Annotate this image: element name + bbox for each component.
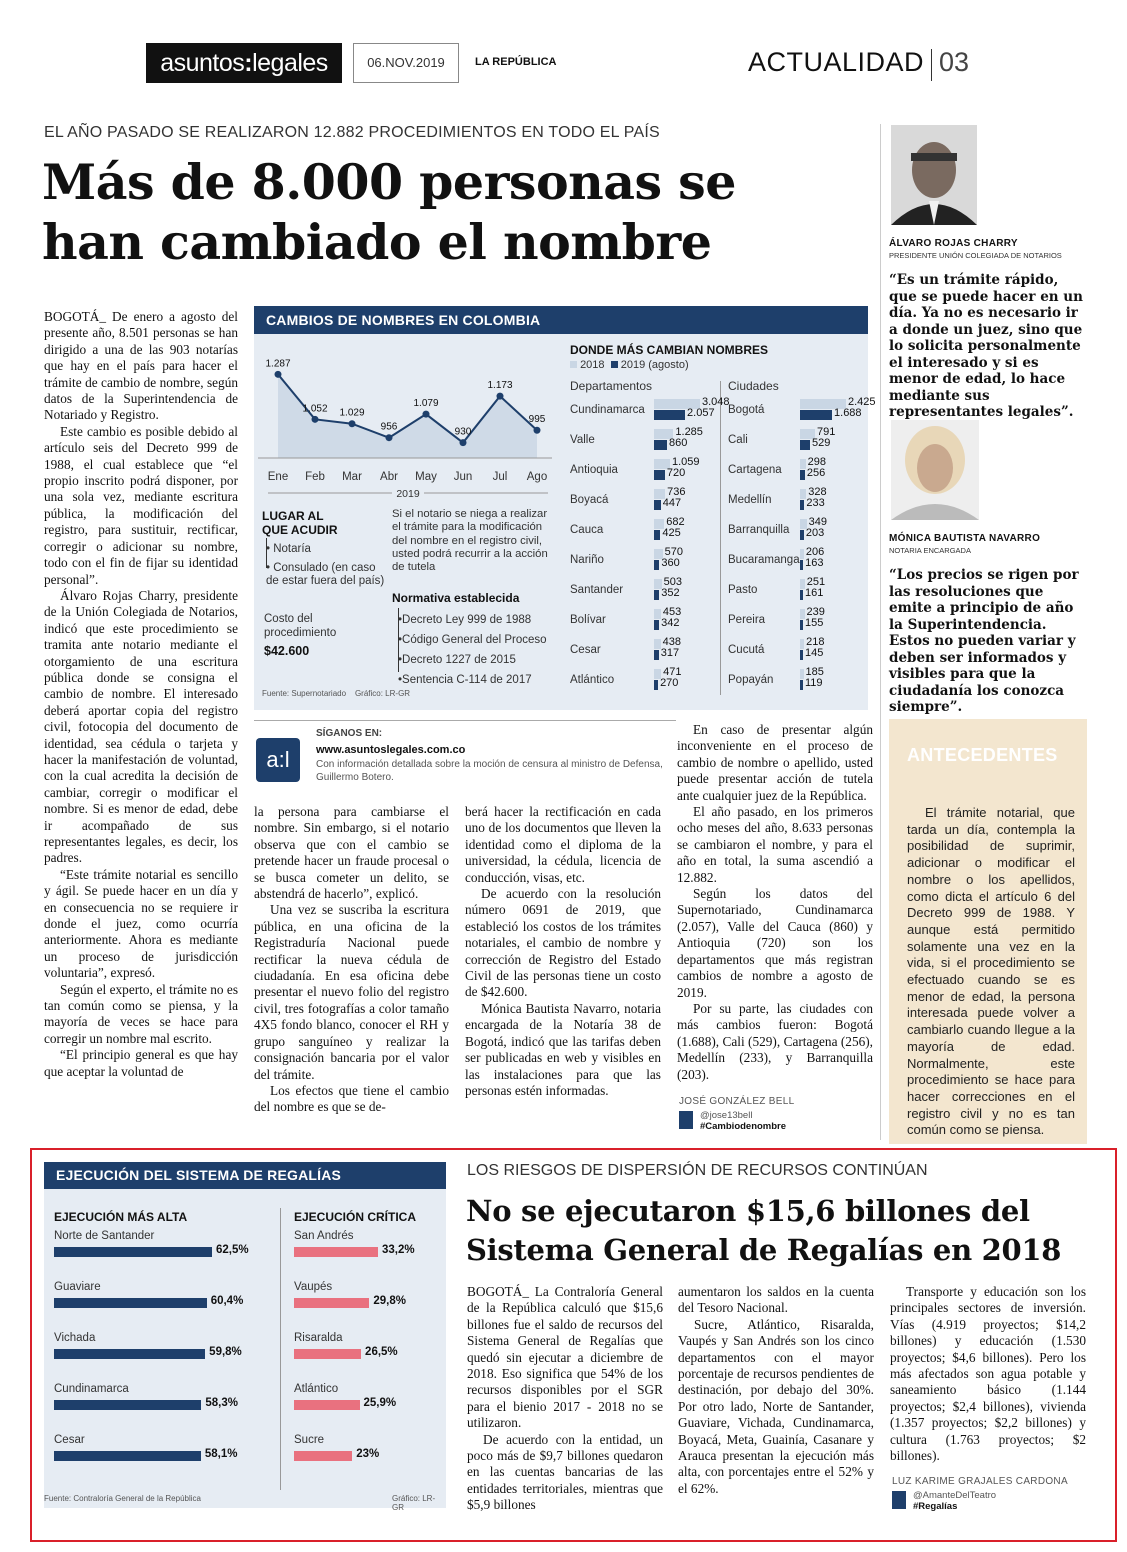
bar-row <box>564 636 718 666</box>
bar-category-label: Cesar <box>570 644 601 656</box>
person1-quote: “Es un trámite rápido, que se puede hacer en un día. Ya no es necesario ir a donde un juez, sino que lo solicita personalmente el interesado y si es menor de edad, lo hace mediante sus representantes legales”. <box>889 272 1083 420</box>
bar-value-label: 447 <box>662 497 682 509</box>
bar-row <box>564 546 718 576</box>
norm-item: •Sentencia C-114 de 2017 <box>398 674 532 686</box>
bar-row <box>564 606 718 636</box>
norm-item: •Decreto 1227 de 2015 <box>398 654 516 666</box>
bar-value-label: 145 <box>805 647 824 659</box>
bar-2019 <box>800 620 803 630</box>
bar-2019 <box>654 560 659 570</box>
bar-value-label: 736 <box>667 486 686 498</box>
bar-row <box>722 546 868 576</box>
newspaper-name: LA REPÚBLICA <box>475 56 557 68</box>
paragraph: De acuerdo con la resolución número 0691 de 2019, que estableció los costos de los trámites notariales, el cambio de nombre y corrección de Registro del Estado Civil de las personas tiene un costo de $42.600. <box>465 886 661 1000</box>
bar-value-label: 1.285 <box>675 426 703 438</box>
norm-item: •Código General del Proceso <box>398 634 547 646</box>
bar-2019 <box>654 500 661 510</box>
article2-headline <box>466 1192 1106 1270</box>
bar-row <box>722 666 868 696</box>
regalias-value-label: 60,4% <box>210 1295 244 1307</box>
regalias-category-label: Sucre <box>294 1434 325 1446</box>
bar-value-label: 2.057 <box>687 407 715 419</box>
regalias-credit: Gráfico: LR-GR <box>392 1494 436 1512</box>
follow-description: Con información detallada sobre la moción de censura al ministro de Defensa, Guillermo Botero. <box>316 759 663 783</box>
bar-2019 <box>800 680 803 690</box>
norm-item: •Decreto Ley 999 de 1988 <box>398 614 532 626</box>
headline-line-2: Sistema General de Regalías en 2018 <box>466 1233 1062 1267</box>
infographic-title: CAMBIOS DE NOMBRES EN COLOMBIA <box>254 306 868 334</box>
article2-column-3 <box>890 1284 1086 1464</box>
article2-kicker: LOS RIESGOS DE DISPERSIÓN DE RECURSOS CONTINÚAN <box>467 1162 928 1179</box>
bar-value-label: 298 <box>807 456 826 468</box>
regalias-bar <box>54 1400 201 1410</box>
regalias-category-label: Cundinamarca <box>54 1383 129 1395</box>
bar-value-label: 720 <box>666 467 686 479</box>
article2-author: LUZ KARIME GRAJALES CARDONA <box>892 1476 1068 1487</box>
regalias-category-label: Vichada <box>54 1332 96 1344</box>
article1-column-4 <box>677 722 873 1083</box>
masthead <box>146 43 981 87</box>
bar-category-label: Cauca <box>570 524 604 536</box>
person1-role: PRESIDENTE UNIÓN COLEGIADA DE NOTARIOS <box>889 251 1062 260</box>
line-chart-value-label: 930 <box>454 426 472 438</box>
line-chart-value-label: 1.287 <box>265 358 291 370</box>
bar-category-label: Cucutá <box>728 644 765 656</box>
bar-2019 <box>654 650 659 660</box>
line-chart-point <box>497 393 504 400</box>
bar-row <box>564 666 718 696</box>
bar-2019 <box>800 500 804 510</box>
bar-value-label: 342 <box>661 617 680 629</box>
paragraph: Álvaro Rojas Charry, presidente de la Unión Colegiada de Notarios, indicó que este procedimiento se tramita ante notario mediante el otorgamiento de una escritura pública donde se consigna el cambio de nombre. El interesado deberá aportar copia del registro civil, fotocopia del documento de identidad, sea cédula o tarjeta y hacer la manifestación de voluntad, con la cual acredita la decisión de cambiar, corregir o modificar el nombre. Si es menor de edad, debe ir acompañado de sus representantes legales, es decir, los padres. <box>44 587 238 866</box>
bar-2019 <box>800 590 803 600</box>
follow-url[interactable]: www.asuntoslegales.com.co <box>316 744 466 756</box>
tutela-note: Si el notario se niega a realizar el trámite para la modificación del nombre en el registro civil, usted podrá recurrir a la acción de tutela <box>392 508 548 574</box>
person1-name: ÁLVARO ROJAS CHARRY <box>889 238 1018 249</box>
regalias-category-label: San Andrés <box>294 1230 354 1242</box>
paragraph: la persona para cambiarse el nombre. Sin embargo, si el notario observa que con el cambio se pretende hacer un fraude procesal o se busca cometer un delito, se abstendrá de hacerlo”, explicó. <box>254 804 449 902</box>
regalias-row <box>294 1434 440 1485</box>
bar-category-label: Bolívar <box>570 614 606 626</box>
bar-2019 <box>800 440 810 450</box>
bar-row <box>722 516 868 546</box>
bar-row <box>722 576 868 606</box>
bar-2019 <box>654 440 667 450</box>
bar-2018 <box>800 549 804 559</box>
bar-row <box>564 396 730 426</box>
city-header: Ciudades <box>728 379 779 393</box>
antecedentes-title: ANTECEDENTES <box>907 745 1058 765</box>
paragraph: Según los datos del Supernotariado, Cundinamarca (2.057), Valle del Cauca (860) y Antioquia (720) son los departamentos que más registran cambios de nombre a agosto de 2019. <box>677 886 873 1000</box>
antecedentes-box <box>889 719 1087 1144</box>
high-execution-chart <box>54 1212 264 1492</box>
bar-category-label: Pereira <box>728 614 766 626</box>
bar-2019 <box>654 530 660 540</box>
cost-label: Costo del procedimiento <box>264 613 337 639</box>
article1-kicker: EL AÑO PASADO SE REALIZARON 12.882 PROCEDIMIENTOS EN TODO EL PAÍS <box>44 124 660 141</box>
regalias-value-label: 25,9% <box>363 1397 397 1409</box>
regalias-title: EJECUCIÓN DEL SISTEMA DE REGALÍAS <box>44 1162 446 1189</box>
regalias-value-label: 59,8% <box>209 1346 242 1358</box>
bar-2018 <box>800 639 804 649</box>
regalias-value-label: 29,8% <box>373 1295 406 1307</box>
bar-value-label: 163 <box>805 557 824 569</box>
line-chart-point <box>349 420 356 427</box>
dept-header: Departamentos <box>570 379 653 393</box>
paragraph: BOGOTÁ_ De enero a agosto del presente año, 8.501 personas se han dirigido a una de las 903 notarías que hay en el país para hacer el trámite de cambio de nombre, según datos de la Superintendencia de Notariado y Registro. <box>44 309 238 423</box>
article1-author: JOSÉ GONZÁLEZ BELL <box>679 1096 795 1107</box>
regalias-chart-title: EJECUCIÓN CRÍTICA <box>294 1210 417 1224</box>
bar-2019 <box>654 590 659 600</box>
paragraph: Transporte y educación son los principales sectores de inversión. Vías (4.919 proyectos; $14,2 billones) y educación (1.530 proyectos; $4,6 billones). Pero los más afectados son agua potable y saneamiento básico (1.144 proyectos; $2,4 billones), vivienda (1.357 proyectos; $2,2 billones) y cultura (1.763 proyectos; $2 billones). <box>890 1284 1086 1464</box>
regalias-row <box>54 1230 264 1281</box>
monthly-line-chart <box>258 340 558 522</box>
line-chart-value-label: 1.029 <box>339 407 365 419</box>
bar-row <box>564 516 718 546</box>
bar-value-label: 239 <box>806 606 825 618</box>
bar-category-label: Santander <box>570 584 624 596</box>
follow-top-rule <box>254 720 676 721</box>
bar-value-label: 453 <box>662 606 682 618</box>
paragraph: En caso de presentar algún inconveniente en el proceso de cambio de nombre o apellido, usted puede presentar acción de tutela ante cualquier juez de la República. <box>677 722 873 803</box>
bar-2019 <box>800 530 804 540</box>
bar-value-label: 349 <box>808 516 827 528</box>
article2-column-2 <box>678 1284 874 1497</box>
city-bar-chart <box>722 396 876 696</box>
paragraph: Según el experto, el trámite no es tan común como se piensa, y la mayoría de veces se hace para corregir un nombre mal escrito. <box>44 981 238 1046</box>
regalias-value-label: 26,5% <box>365 1346 398 1358</box>
bar-value-label: 425 <box>662 527 681 539</box>
line-chart-point <box>423 411 430 418</box>
bar-value-label: 3.048 <box>702 396 730 408</box>
bar-value-label: 185 <box>805 666 824 678</box>
paragraph: Una vez se suscriba la escritura pública, en una oficina de la Registraduría Nacional puede rectificar la nueva cédula de ciudadanía. En esa oficina debe presentar el nuevo folio del registro civil, tres fotografías a color tamaño 4X5 fondo blanco, conocer el RH y grupo sanguíneo y realizar la consignación bancaria por el valor del trámite. <box>254 902 449 1082</box>
section-divider <box>931 49 932 81</box>
cost-value: $42.600 <box>264 644 310 658</box>
infographic-panel <box>254 306 876 710</box>
article1-author-icon <box>679 1111 693 1129</box>
regalias-source: Fuente: Contraloría General de la República <box>44 1494 201 1503</box>
regalias-category-label: Guaviare <box>54 1281 101 1293</box>
paragraph: Por su parte, las ciudades con más cambios fueron: Bogotá (1.688), Cali (529), Cartagena (256), Medellín (233), y Barranquilla (203). <box>677 1000 873 1082</box>
bar-row <box>722 606 868 636</box>
paragraph: De acuerdo con la entidad, un poco más de $9,7 billones quedaron en las cuentas bancarias de las entidades territoriales, mientras que $5,9 billones <box>467 1431 663 1513</box>
bar-2019 <box>800 650 803 660</box>
bar-2018 <box>800 489 806 499</box>
portrait-monica-bautista <box>891 420 979 520</box>
article1-column-3 <box>465 804 661 1099</box>
bar-2019 <box>654 470 665 480</box>
bar-row <box>722 396 876 426</box>
regalias-value-label: 33,2% <box>382 1244 415 1256</box>
regalias-category-label: Vaupés <box>294 1281 333 1293</box>
line-chart-month-label: Feb <box>305 471 325 483</box>
paragraph: Sucre, Atlántico, Risaralda, Vaupés y San Andrés son los cinco departamentos con el mayor porcentaje de recursos pendientes de destinación, por debajo del 30%. Por otro lado, Norte de Santander, Guaviare, Vichada, Cundinamarca, Boyacá, Meta, Guainía, Casanare y Arauca presentan la ejecución más alta, con porcentajes entre el 52% y el 62%. <box>678 1316 874 1496</box>
regalias-value-label: 58,3% <box>205 1397 238 1409</box>
critical-execution-chart <box>294 1212 440 1492</box>
bar-category-label: Medellín <box>728 494 772 506</box>
infographic-source: Fuente: Supernotariado Gráfico: LR-GR <box>262 689 411 698</box>
regalias-row <box>294 1281 440 1332</box>
bar-2019 <box>800 560 803 570</box>
bar-2018 <box>800 579 805 589</box>
follow-logo: a:l <box>256 738 300 782</box>
bar-value-label: 1.059 <box>671 456 700 468</box>
follow-label: SÍGANOS EN: <box>316 728 383 739</box>
paragraph: Mónica Bautista Navarro, notaria encargada de la Notaría 38 de Bogotá, indicó que las tarifas deben ser publicadas en web y visibles en las instalaciones para que las personas estén informadas. <box>465 1000 661 1098</box>
line-chart-point <box>312 416 319 423</box>
paragraph: berá hacer la rectificación en cada uno de los documentos que lleven la identidad como el diploma de la universidad, la cédula, licencia de conducción, visas, etc. <box>465 804 661 885</box>
bar-value-label: 270 <box>660 677 679 689</box>
bar-value-label: 155 <box>805 617 824 629</box>
line-chart-month-label: Ago <box>526 471 548 483</box>
bar-category-label: Pasto <box>728 584 758 596</box>
bar-2018 <box>654 609 661 619</box>
regalias-row <box>294 1332 440 1383</box>
bar-value-label: 251 <box>806 576 826 588</box>
regalias-category-label: Atlántico <box>294 1383 339 1395</box>
bar-value-label: 2.425 <box>848 396 876 408</box>
bar-value-label: 328 <box>808 486 827 498</box>
regalias-bar <box>294 1400 360 1410</box>
bar-value-label: 256 <box>806 467 826 479</box>
bar-category-label: Popayán <box>728 674 774 686</box>
paragraph: BOGOTÁ_ La Contraloría General de la República calculó que $15,6 billones fue el saldo de recursos del Sistema General de Regalías que quedó sin ejecutar a diciembre de 2018. Eso significa que 54% de los recursos disponibles por el SGR para el bienio 2017 - 2018 no se utilizaron. <box>467 1284 663 1431</box>
article1-column-1 <box>44 309 238 1080</box>
line-chart-point <box>534 427 541 434</box>
paragraph: El año pasado, en los primeros ocho meses del año, 8.633 personas se cambiaron el nombre, y para el año en total, la suma ascendió a 12.882. <box>677 804 873 885</box>
page-number: 03 <box>939 47 970 77</box>
regalias-bar <box>54 1451 201 1461</box>
follow-box <box>254 720 676 798</box>
regalias-divider <box>280 1208 281 1490</box>
dept-bar-chart <box>564 396 730 696</box>
regalias-value-label: 58,1% <box>204 1448 238 1460</box>
line-chart-point <box>460 439 467 446</box>
line-chart-month-label: Jul <box>492 471 508 483</box>
regalias-chart-title: EJECUCIÓN MÁS ALTA <box>54 1210 188 1224</box>
line-chart-month-label: Jun <box>453 471 473 483</box>
article1-author-handle[interactable]: @jose13bell <box>700 1110 753 1121</box>
bar-category-label: Bogotá <box>728 404 765 416</box>
article1-headline <box>42 152 862 272</box>
regalias-row <box>54 1383 264 1434</box>
paragraph: “Este trámite notarial es sencillo y ágil. Se puede hacer en un día y en consecuencia no se requiere ir donde el juez, como ocurría anteriormente. Ahora es mediante un proceso de jurisdicción voluntaria”, expresó. <box>44 866 238 981</box>
bar-value-label: 161 <box>805 587 824 599</box>
paragraph: “El principio general es que hay que aceptar la voluntad de <box>44 1047 238 1079</box>
line-chart-value-label: 1.052 <box>302 403 328 415</box>
regalias-bar <box>54 1298 207 1308</box>
bar-value-label: 438 <box>662 636 681 648</box>
person2-name: MÓNICA BAUTISTA NAVARRO <box>889 533 1041 544</box>
bars-title: DONDE MÁS CAMBIAN NOMBRES <box>570 343 768 357</box>
person2-role: NOTARIA ENCARGADA <box>889 546 971 555</box>
headline-line-1: Más de 8.000 personas se <box>42 153 736 211</box>
bar-value-label: 317 <box>660 647 680 659</box>
headline-line-1: No se ejecutaron $15,6 billones del <box>466 1194 1030 1228</box>
bar-value-label: 352 <box>661 587 680 599</box>
section-name: ACTUALIDAD <box>748 47 925 77</box>
bar-category-label: Barranquilla <box>728 524 790 536</box>
bar-2019 <box>654 620 659 630</box>
bars-legend: 2018 2019 (agosto) <box>570 359 689 371</box>
bar-row <box>564 456 718 486</box>
brand-logo: asuntos:legales <box>146 43 342 83</box>
bar-2019 <box>800 470 805 480</box>
line-chart-value-label: 1.173 <box>487 380 513 392</box>
bar-2018 <box>800 609 805 619</box>
line-chart-value-label: 995 <box>528 414 546 426</box>
sidebar-divider <box>880 124 881 1140</box>
bar-2019 <box>654 680 658 690</box>
bar-category-label: Cartagena <box>728 464 782 476</box>
line-chart-month-label: May <box>415 471 437 483</box>
bar-value-label: 529 <box>812 437 831 449</box>
bar-row <box>722 426 868 456</box>
article1-author-hashtag[interactable]: #Cambiodenombre <box>700 1121 787 1132</box>
line-chart-month-label: Mar <box>342 471 362 483</box>
regalias-value-label: 62,5% <box>216 1244 249 1256</box>
headline-line-2: han cambiado el nombre <box>42 213 712 271</box>
line-chart-point <box>386 434 393 441</box>
norms-title: Normativa establecida <box>392 591 520 605</box>
bar-value-label: 471 <box>663 666 682 678</box>
issue-date: 06.NOV.2019 <box>353 43 459 83</box>
where-item-consulado: • Consulado (en caso de estar fuera del país) <box>266 562 385 587</box>
bars-divider <box>720 381 721 695</box>
line-chart-month-label: Ene <box>267 471 289 483</box>
line-chart-value-label: 956 <box>380 421 398 433</box>
bar-row <box>722 456 868 486</box>
regalias-category-label: Risaralda <box>294 1332 343 1344</box>
bar-category-label: Boyacá <box>570 494 609 506</box>
regalias-value-label: 23% <box>356 1448 380 1460</box>
paragraph: Este cambio es posible debido al artículo seis del Decreto 999 de 1988, el cual establece que “el propio inscrito podrá disponer, por una sola vez, mediante escritura pública, la modificación del registro, para sustituir, rectificar, corregir o adicionar su nombre, todo con el fin de fijar su identidad personal”. <box>44 423 238 587</box>
regalias-row <box>294 1230 440 1281</box>
regalias-bar <box>294 1349 361 1359</box>
bar-value-label: 119 <box>805 677 823 689</box>
bar-value-label: 570 <box>664 546 683 558</box>
bar-value-label: 682 <box>666 516 685 528</box>
bar-category-label: Antioquia <box>570 464 618 476</box>
line-chart-value-label: 1.079 <box>413 398 439 410</box>
regalias-bar <box>294 1247 378 1257</box>
where-item-notaria: • Notaría <box>266 543 311 555</box>
bar-row <box>564 576 718 606</box>
where-title: LUGAR AL QUE ACUDIR <box>262 509 338 537</box>
bar-value-label: 203 <box>805 527 825 539</box>
bar-2018 <box>800 669 804 679</box>
bar-value-label: 218 <box>806 636 825 648</box>
bar-value-label: 791 <box>817 426 836 438</box>
paragraph: aumentaron los saldos en la cuenta del Tesoro Nacional. <box>678 1284 874 1316</box>
portrait-alvaro-rojas <box>891 125 977 225</box>
article2-author-hashtag[interactable]: #Regalías <box>913 1501 958 1512</box>
bar-category-label: Atlántico <box>570 674 615 686</box>
bar-2018 <box>800 459 806 469</box>
regalias-bar <box>294 1451 352 1461</box>
line-chart-point <box>275 371 282 378</box>
norms-list <box>398 610 547 690</box>
bar-value-label: 503 <box>663 576 682 588</box>
bar-category-label: Valle <box>570 434 595 446</box>
bar-row <box>564 426 718 456</box>
bar-category-label: Bucaramanga <box>728 554 800 566</box>
regalias-row <box>54 1281 264 1332</box>
regalias-row <box>54 1332 264 1383</box>
bar-category-label: Nariño <box>570 554 604 566</box>
bar-2019 <box>654 410 685 420</box>
article2-author-handle[interactable]: @AmanteDelTeatro <box>913 1490 997 1501</box>
regalias-row <box>294 1383 440 1434</box>
regalias-bar <box>294 1298 369 1308</box>
bar-row <box>722 636 868 666</box>
regalias-bar <box>54 1349 205 1359</box>
bar-category-label: Cundinamarca <box>570 404 645 416</box>
bar-value-label: 206 <box>805 546 825 558</box>
bar-category-label: Cali <box>728 434 748 446</box>
bar-value-label: 233 <box>806 497 825 509</box>
paragraph: Los efectos que tiene el cambio del nombre es que se de- <box>254 1082 449 1115</box>
regalias-infographic <box>44 1162 446 1512</box>
antecedentes-text: El trámite notarial, que tarda un día, contempla la posibilidad de suprimir, adicionar o modificar el nombre o los apellidos, como dicta el artículo 6 del Decreto 999 de 1988. Y aunque está permitido solamente una vez en la vida, si el procedimiento se efectuado cuando se es menor de edad, la persona interesada puede volver a cambiarlo cuando llegue a la mayoría de edad. Normalmente, este procedimiento se hace para hacer correcciones en el registro civil y no es tan común como se piensa. <box>907 805 1075 1138</box>
article2-author-icon <box>892 1491 906 1509</box>
bar-value-label: 360 <box>661 557 680 569</box>
regalias-row <box>54 1434 264 1485</box>
person2-quote: “Los precios se rigen por las resoluciones que emite a principio de año la Superintendencia. Estos no pueden variar y deben ser informados y visibles para que la ciudadanía los conozca siempre”. <box>889 567 1079 715</box>
line-chart-month-label: Abr <box>380 471 398 483</box>
bar-row <box>722 486 868 516</box>
article2-column-1 <box>467 1284 663 1514</box>
regalias-category-label: Norte de Santander <box>54 1230 155 1242</box>
bar-row <box>564 486 718 516</box>
regalias-bar <box>54 1247 212 1257</box>
line-chart-year-label: 2019 <box>396 488 420 500</box>
bar-2019 <box>800 410 832 420</box>
regalias-category-label: Cesar <box>54 1434 85 1446</box>
bar-value-label: 1.688 <box>834 407 862 419</box>
bar-2018 <box>654 639 661 649</box>
bar-value-label: 860 <box>668 437 688 449</box>
article1-column-2 <box>254 804 449 1116</box>
